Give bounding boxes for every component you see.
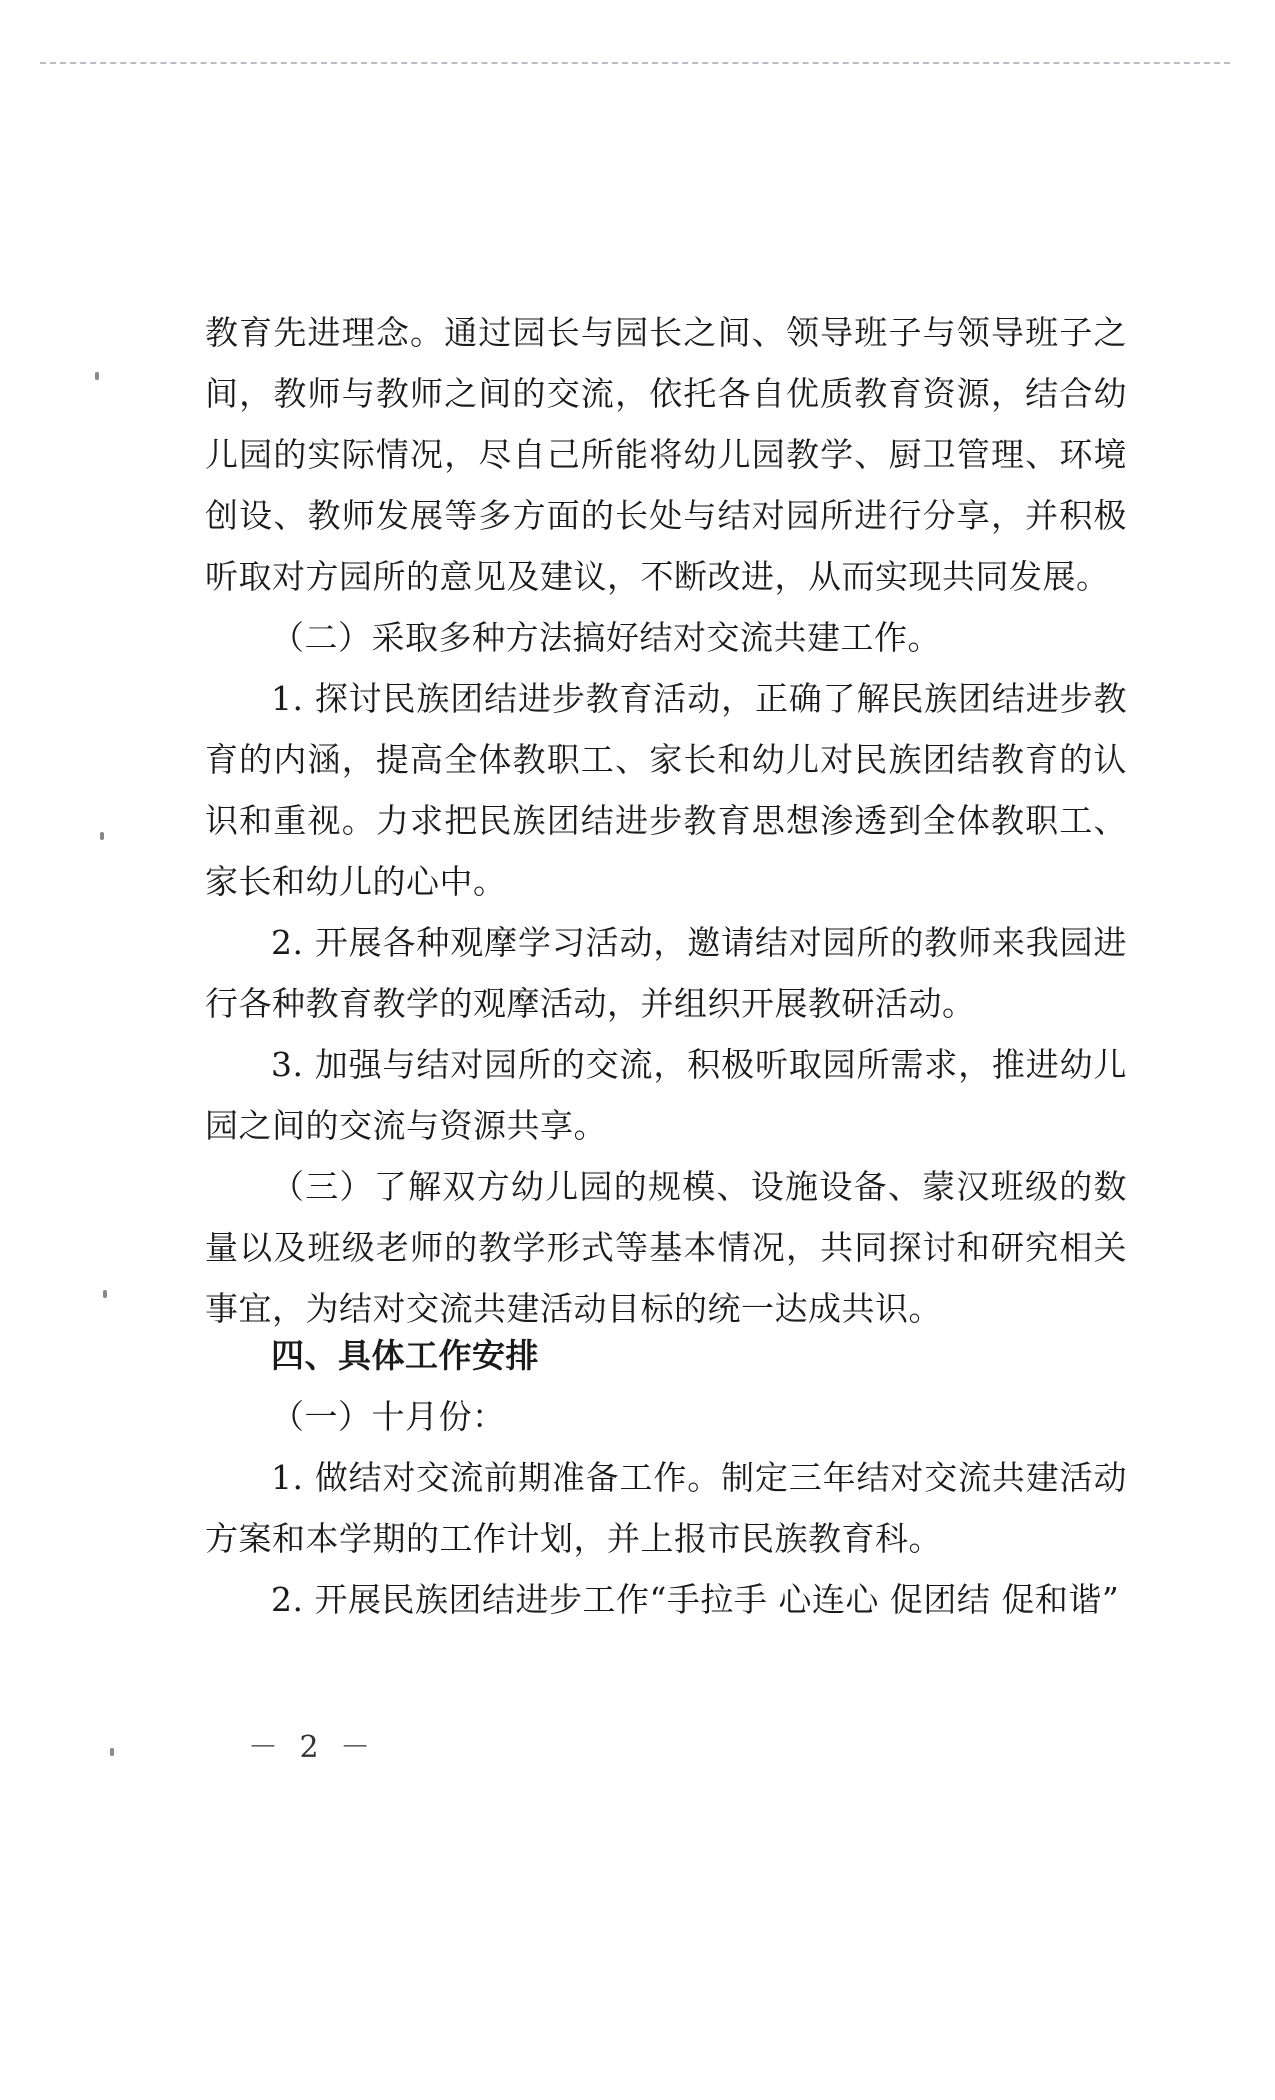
scan-edge-line xyxy=(40,62,1230,64)
october-item-1: 1. 做结对交流前期准备工作。制定三年结对交流共建活动方案和本学期的工作计划，并上报市民族教育科。 xyxy=(205,1458,1127,1558)
section-heading-2: （二）采取多种方法搞好结对交流共建工作。 xyxy=(271,618,941,657)
scan-speck xyxy=(100,832,104,840)
page-number: － 2 － xyxy=(248,1730,377,1765)
list-item-3: 3. 加强与结对园所的交流，积极听取园所需求，推进幼儿园之间的交流与资源共享。 xyxy=(205,1045,1127,1145)
subsection-october: （一）十月份： xyxy=(271,1397,506,1436)
october-item-2: 2. 开展民族团结进步工作“手拉手 心连心 促团结 促和谐” xyxy=(271,1580,1120,1619)
list-item-2: 2. 开展各种观摩学习活动，邀请结对园所的教师来我园进行各种教育教学的观摩活动，并组织开展教研活动。 xyxy=(205,923,1127,1023)
scan-speck xyxy=(95,372,99,380)
scan-speck xyxy=(103,1290,107,1298)
chapter-heading-4: 四、具体工作安排 xyxy=(271,1336,539,1375)
paragraph-continuation: 教育先进理念。通过园长与园长之间、领导班子与领导班子之间，教师与教师之间的交流，依托各自优质教育资源，结合幼儿园的实际情况，尽自己所能将幼儿园教学、厨卫管理、环境创设、教师发展等多方面的长处与结对园所进行分享，并积极听取对方园所的意见及建议，不断改进，从而实现共同发展。 xyxy=(205,313,1127,596)
list-item-1: 1. 探讨民族团结进步教育活动，正确了解民族团结进步教育的内涵，提高全体教职工、家长和幼儿对民族团结教育的认识和重视。力求把民族团结进步教育思想渗透到全体教职工、家长和幼儿的心中。 xyxy=(205,679,1127,901)
scan-speck xyxy=(110,1748,114,1756)
section-heading-3: （三）了解双方幼儿园的规模、设施设备、蒙汉班级的数量以及班级老师的教学形式等基本情况，共同探讨和研究相关事宜，为结对交流共建活动目标的统一达成共识。 xyxy=(205,1167,1127,1328)
